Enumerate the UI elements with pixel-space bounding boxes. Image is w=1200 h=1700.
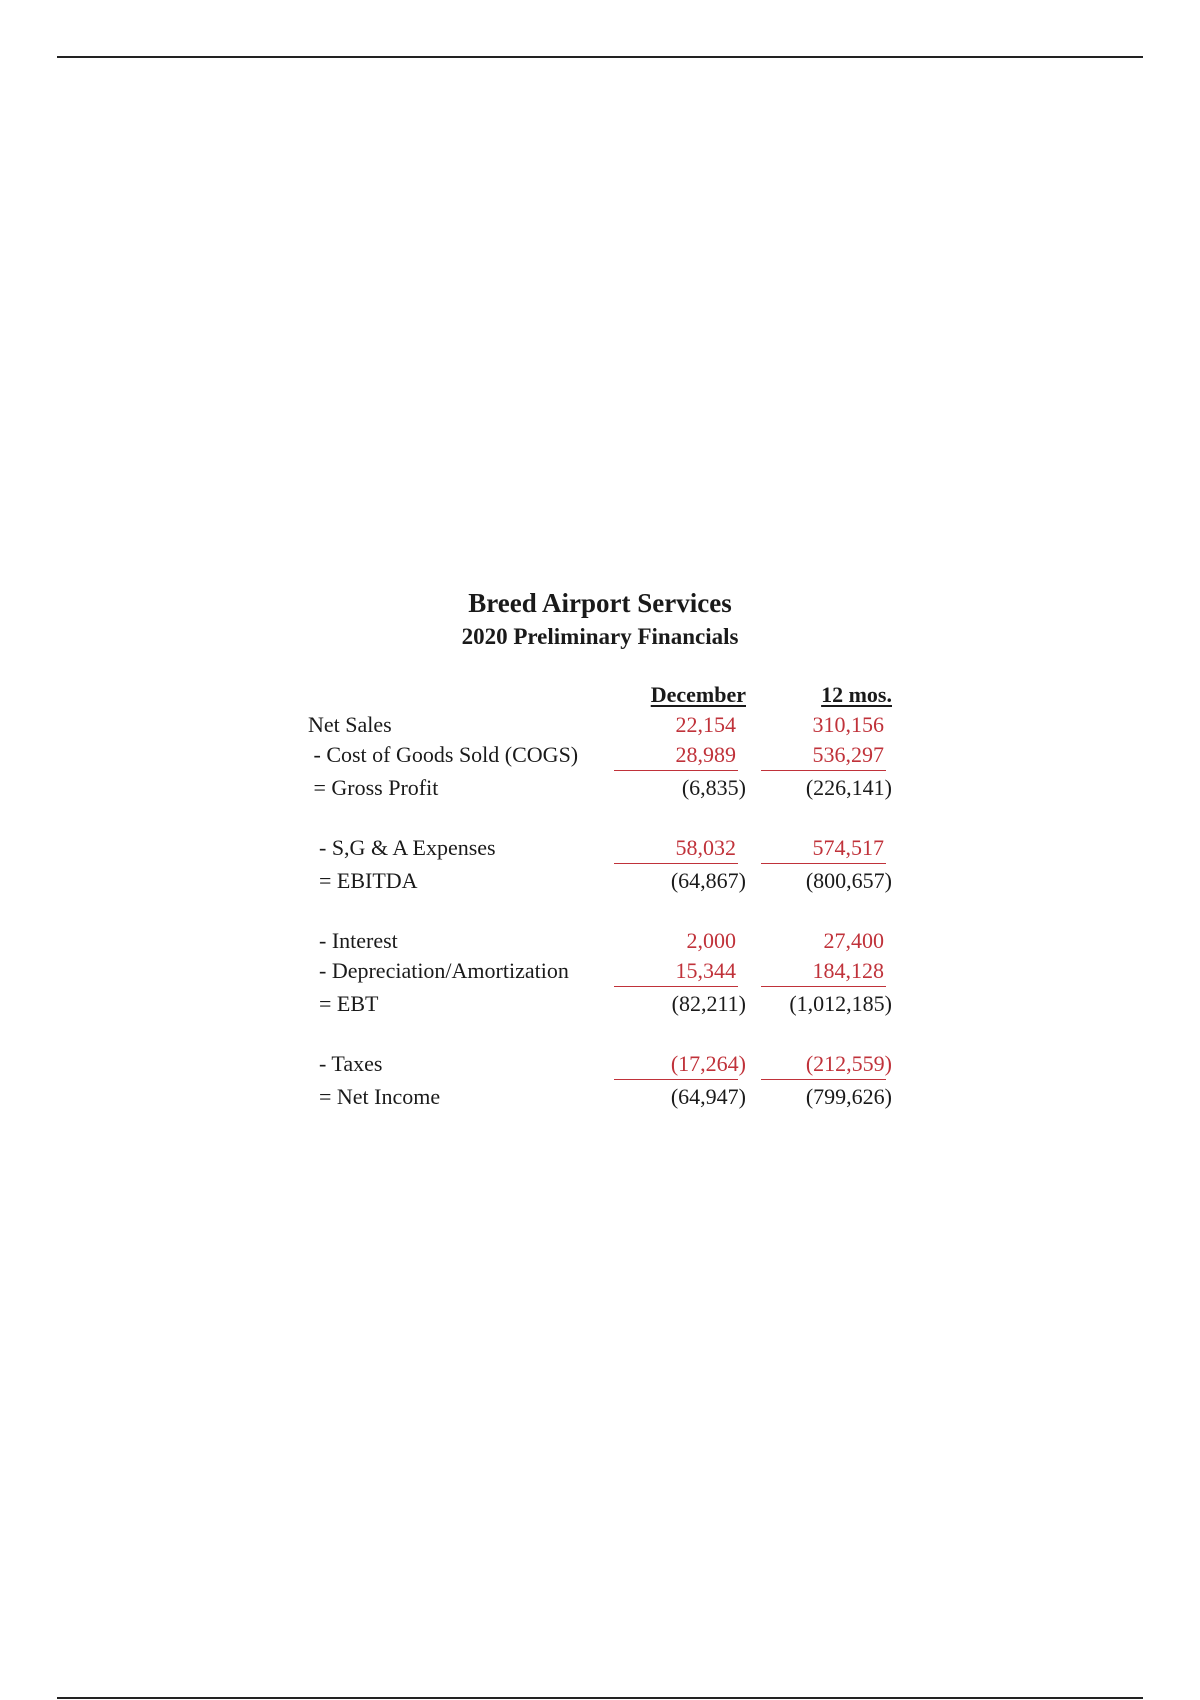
12-months-value: (226,141) bbox=[805, 775, 892, 800]
december-value: (17,264) bbox=[670, 1051, 746, 1076]
december-subtotal-underline bbox=[614, 986, 738, 987]
bottom-page-rule bbox=[57, 1697, 1143, 1699]
12-months-subtotal-underline bbox=[761, 770, 886, 771]
december-value: (64,867) bbox=[670, 868, 746, 893]
12-months-value: (799,626) bbox=[805, 1084, 892, 1109]
december-subtotal-underline bbox=[614, 770, 738, 771]
12-months-subtotal-underline bbox=[761, 1079, 886, 1080]
row-ebt bbox=[0, 991, 1200, 1021]
row-net-sales bbox=[0, 712, 1200, 742]
december-value: 15,344 bbox=[675, 958, 736, 983]
12-months-value: (800,657) bbox=[805, 868, 892, 893]
statement-title: Breed Airport Services bbox=[468, 588, 732, 618]
december-value: 28,989 bbox=[675, 742, 736, 767]
row-label: = Gross Profit bbox=[308, 775, 439, 800]
row-label: - Cost of Goods Sold (COGS) bbox=[308, 742, 579, 767]
12-months-value: 310,156 bbox=[812, 712, 884, 737]
column-header-12-months: 12 mos. bbox=[821, 682, 892, 707]
row-label: = EBITDA bbox=[308, 868, 418, 893]
12-months-value: 574,517 bbox=[812, 835, 884, 860]
row-sga-expenses bbox=[0, 835, 1200, 865]
12-months-value: (212,559) bbox=[805, 1051, 892, 1076]
december-value: 22,154 bbox=[675, 712, 736, 737]
row-gross-profit bbox=[0, 775, 1200, 805]
row-label: = EBT bbox=[308, 991, 379, 1016]
row-depreciation-amortization bbox=[0, 958, 1200, 988]
row-label: Net Sales bbox=[308, 712, 392, 737]
row-label: = Net Income bbox=[308, 1084, 441, 1109]
row-label: - Interest bbox=[308, 928, 398, 953]
december-value: 58,032 bbox=[675, 835, 736, 860]
row-ebitda bbox=[0, 868, 1200, 898]
row-label: - Taxes bbox=[308, 1051, 383, 1076]
row-taxes bbox=[0, 1051, 1200, 1081]
december-value: (64,947) bbox=[670, 1084, 746, 1109]
12-months-value: 536,297 bbox=[812, 742, 884, 767]
december-subtotal-underline bbox=[614, 863, 738, 864]
december-value: 2,000 bbox=[686, 928, 736, 953]
12-months-value: 27,400 bbox=[823, 928, 884, 953]
statement-subtitle: 2020 Preliminary Financials bbox=[461, 624, 739, 649]
row-label: - Depreciation/Amortization bbox=[308, 958, 569, 983]
12-months-value: 184,128 bbox=[812, 958, 884, 983]
12-months-value: (1,012,185) bbox=[789, 991, 892, 1016]
row-net-income bbox=[0, 1084, 1200, 1114]
december-value: (6,835) bbox=[681, 775, 746, 800]
december-subtotal-underline bbox=[614, 1079, 738, 1080]
row-label: - S,G & A Expenses bbox=[308, 835, 496, 860]
12-months-subtotal-underline bbox=[761, 863, 886, 864]
row-cogs bbox=[0, 742, 1200, 772]
12-months-subtotal-underline bbox=[761, 986, 886, 987]
column-header-december: December bbox=[650, 682, 746, 707]
december-value: (82,211) bbox=[671, 991, 746, 1016]
row-interest bbox=[0, 928, 1200, 958]
